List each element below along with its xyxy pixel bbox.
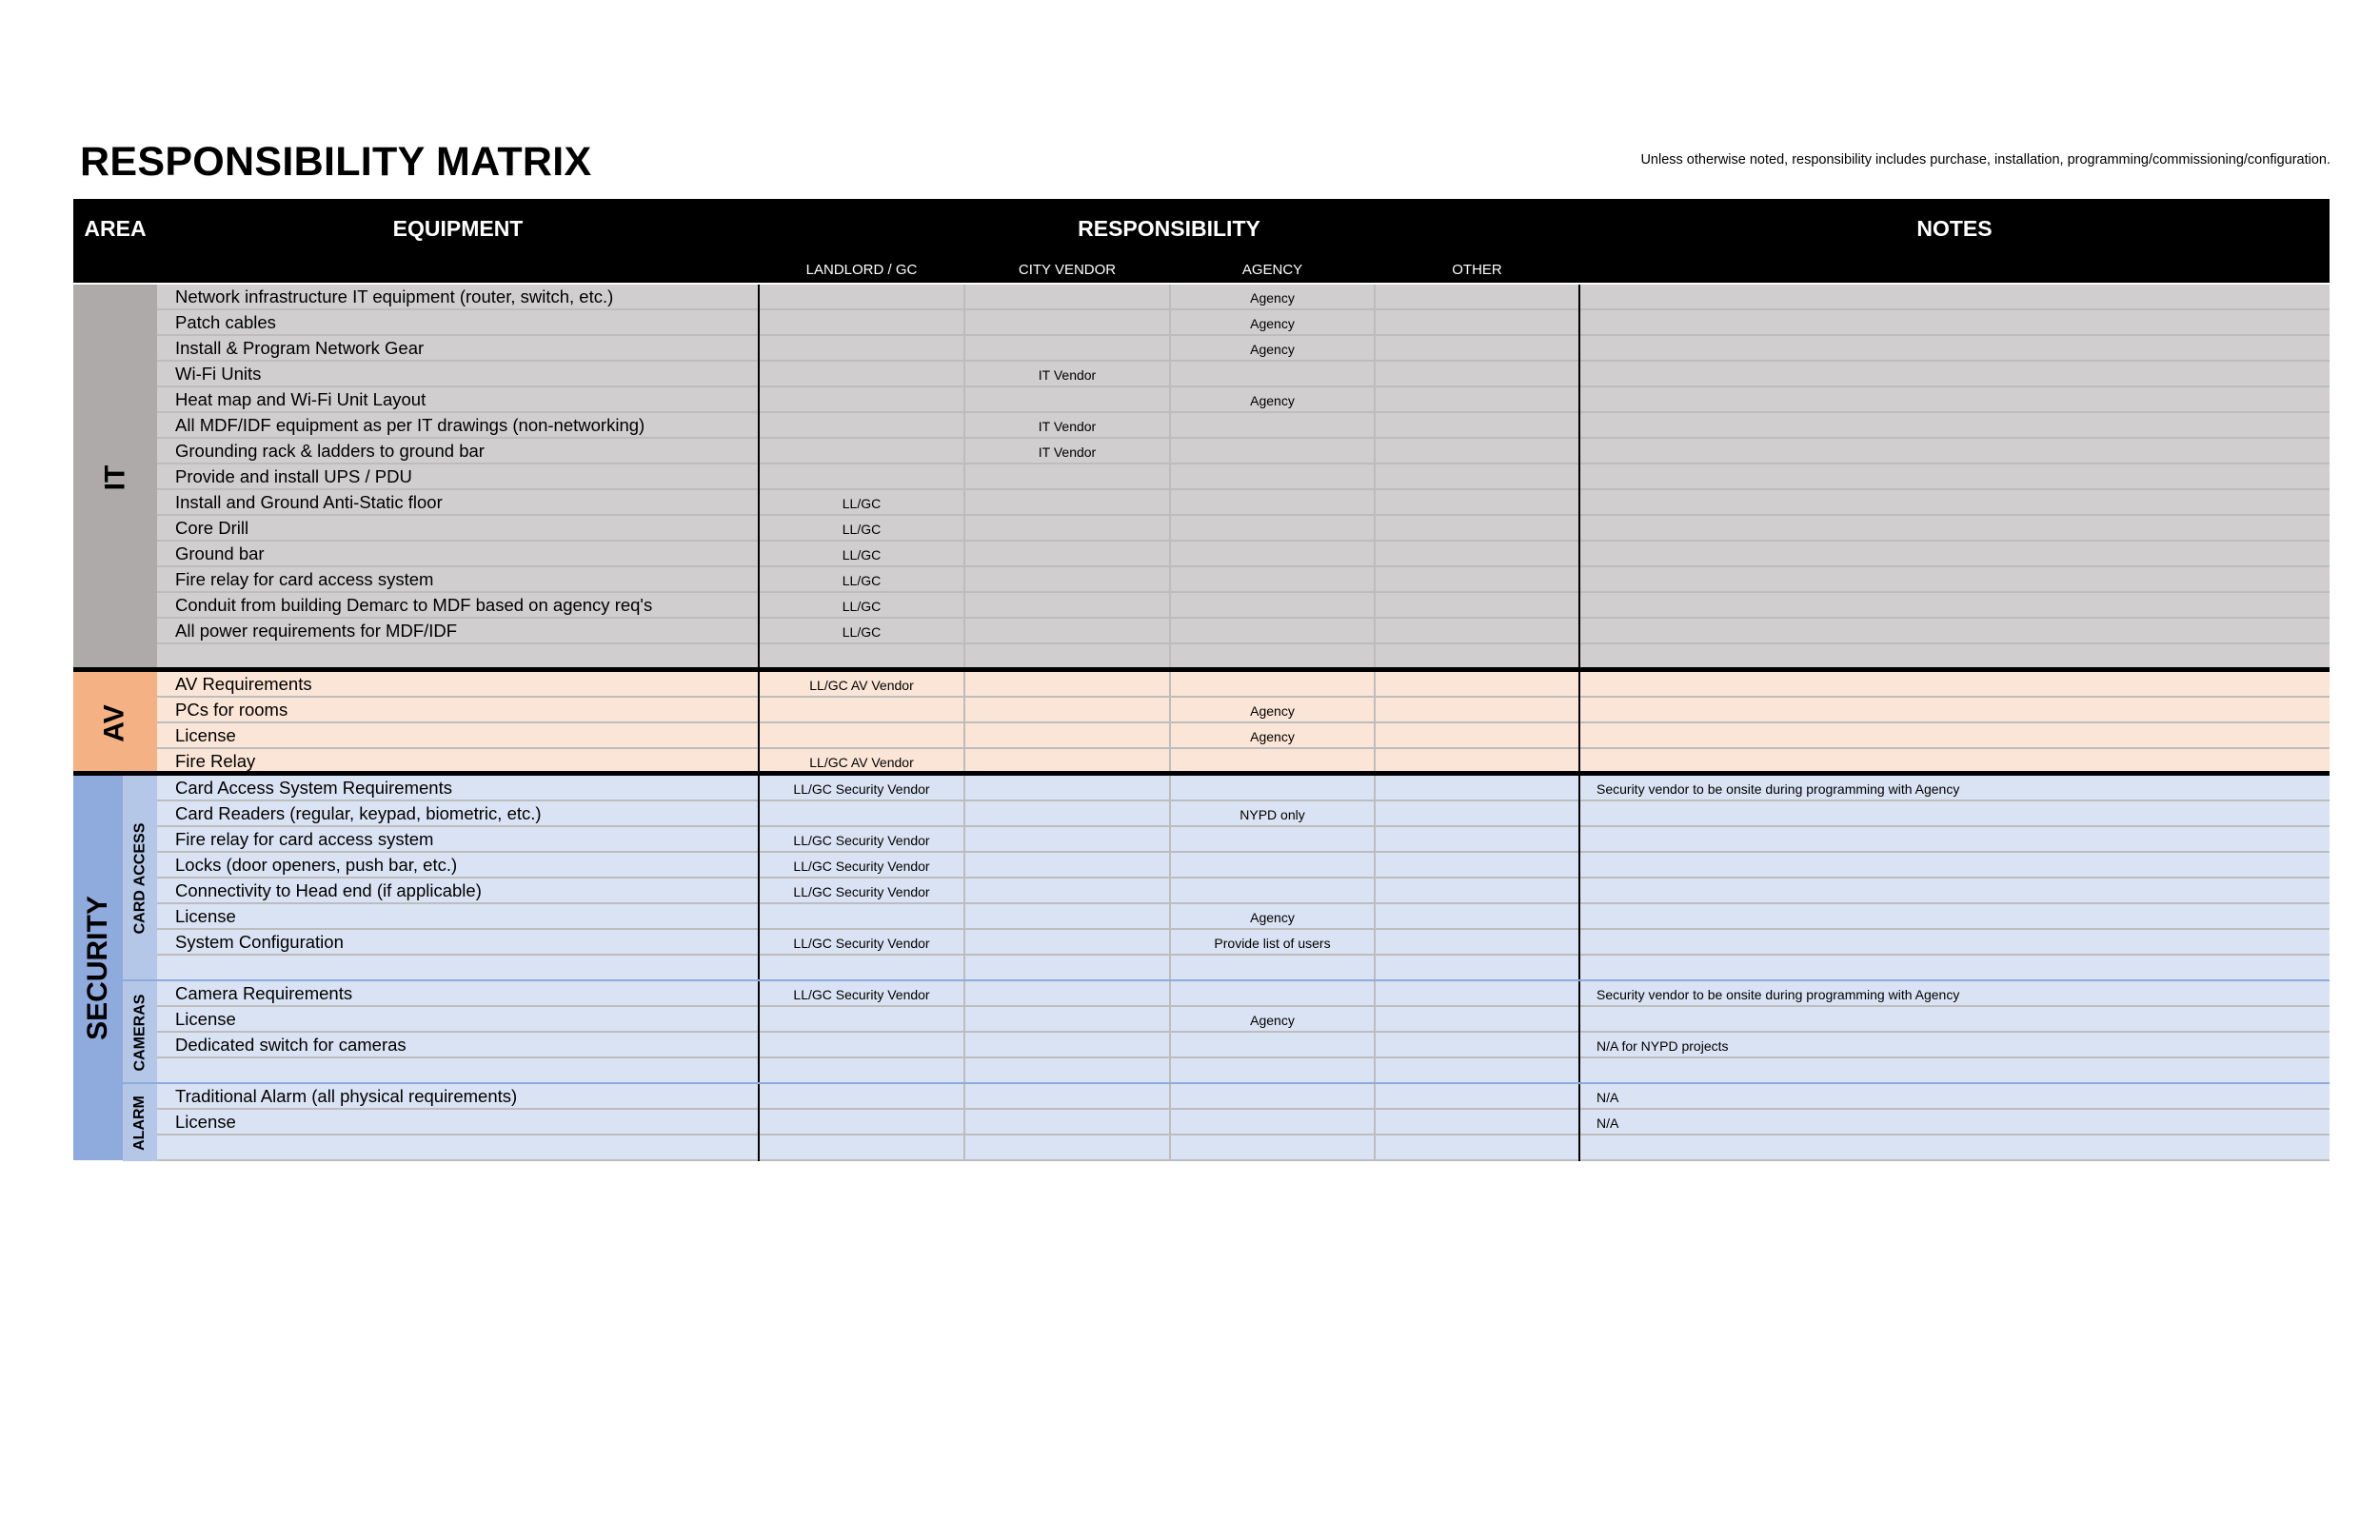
notes-cell	[1579, 593, 2330, 619]
column-header-equipment: EQUIPMENT	[392, 216, 524, 241]
notes-cell	[1579, 464, 2330, 490]
column-divider	[1169, 776, 1171, 981]
column-divider	[758, 1084, 760, 1161]
responsibility-cell-other	[1375, 619, 1579, 644]
responsibility-cell-agency: Provide list of users	[1214, 935, 1331, 951]
responsibility-cell-agency	[1170, 464, 1375, 490]
responsibility-cell-agency	[1170, 1058, 1375, 1084]
notes-cell: Security vendor to be onsite during programming with Agency	[1597, 780, 1960, 797]
column-divider	[1169, 1084, 1171, 1161]
responsibility-cell-city-vendor	[964, 285, 1170, 310]
notes-cell: N/A	[1597, 1089, 1619, 1105]
responsibility-cell-other	[1375, 310, 1579, 336]
responsibility-cell-agency	[1170, 490, 1375, 516]
subarea-label-card-access	[123, 776, 157, 981]
responsibility-cell-agency: Agency	[1250, 315, 1295, 331]
equipment-cell: AV Requirements	[175, 674, 312, 695]
responsibility-cell-landlord: LL/GC	[842, 623, 882, 640]
column-divider	[963, 1084, 965, 1161]
responsibility-cell-city-vendor	[964, 776, 1170, 801]
notes-cell	[1579, 387, 2330, 413]
responsibility-cell-agency: Agency	[1250, 289, 1295, 306]
responsibility-cell-other	[1375, 413, 1579, 439]
responsibility-cell-agency	[1170, 362, 1375, 387]
equipment-cell	[157, 644, 759, 670]
responsibility-cell-city-vendor	[964, 567, 1170, 593]
column-divider	[758, 672, 760, 775]
equipment-cell: Dedicated switch for cameras	[175, 1035, 407, 1056]
equipment-cell: Install and Ground Anti-Static floor	[175, 492, 443, 513]
notes-cell	[1579, 439, 2330, 464]
responsibility-cell-landlord: LL/GC	[842, 495, 882, 511]
column-header-area: AREA	[84, 216, 147, 241]
responsibility-cell-other	[1375, 1058, 1579, 1084]
area-label-it-text: IT	[98, 464, 130, 490]
notes-cell	[1579, 619, 2330, 644]
notes-cell: N/A	[1597, 1115, 1619, 1131]
equipment-cell	[157, 956, 759, 981]
subheader-landlord-gc: LANDLORD / GC	[805, 262, 918, 278]
equipment-cell: Network infrastructure IT equipment (router, switch, etc.)	[175, 286, 614, 307]
notes-cell	[1579, 672, 2330, 698]
responsibility-cell-city-vendor	[964, 1058, 1170, 1084]
responsibility-cell-city-vendor	[964, 593, 1170, 619]
responsibility-cell-landlord: LL/GC	[842, 572, 882, 588]
equipment-cell: Patch cables	[175, 312, 276, 333]
responsibility-cell-agency: Agency	[1250, 341, 1295, 357]
responsibility-cell-agency	[1170, 644, 1375, 670]
notes-cell: N/A for NYPD projects	[1597, 1037, 1729, 1054]
responsibility-cell-agency	[1170, 1084, 1375, 1110]
column-divider	[1578, 285, 1580, 670]
area-label-av	[73, 672, 157, 775]
responsibility-cell-agency: Agency	[1250, 728, 1295, 744]
responsibility-cell-agency	[1170, 1110, 1375, 1135]
responsibility-cell-landlord	[759, 1110, 964, 1135]
responsibility-cell-landlord	[759, 310, 964, 336]
area-label-it	[73, 285, 157, 670]
responsibility-cell-landlord: LL/GC Security Vendor	[793, 858, 930, 874]
responsibility-cell-agency	[1170, 1033, 1375, 1058]
column-divider	[758, 981, 760, 1084]
column-divider	[156, 285, 157, 1156]
responsibility-cell-landlord: LL/GC	[842, 521, 882, 537]
responsibility-cell-agency: NYPD only	[1240, 806, 1305, 822]
responsibility-cell-landlord	[759, 413, 964, 439]
area-label-security	[73, 776, 123, 1160]
notes-cell	[1579, 698, 2330, 723]
responsibility-cell-landlord	[759, 698, 964, 723]
responsibility-cell-landlord	[759, 387, 964, 413]
subarea-label-cameras-text: CAMERAS	[131, 994, 149, 1072]
responsibility-cell-other	[1375, 1033, 1579, 1058]
responsibility-cell-city-vendor	[964, 930, 1170, 956]
equipment-cell	[157, 1058, 759, 1084]
notes-cell	[1579, 336, 2330, 362]
responsibility-cell-agency	[1170, 827, 1375, 853]
equipment-cell: Heat map and Wi-Fi Unit Layout	[175, 389, 426, 410]
notes-cell	[1579, 516, 2330, 542]
responsibility-cell-other	[1375, 776, 1579, 801]
responsibility-cell-landlord: LL/GC Security Vendor	[793, 935, 930, 951]
equipment-cell: Conduit from building Demarc to MDF based on agency req's	[175, 595, 653, 616]
equipment-cell: System Configuration	[175, 932, 344, 953]
column-divider	[1169, 981, 1171, 1084]
notes-cell	[1579, 723, 2330, 749]
responsibility-cell-landlord: LL/GC	[842, 546, 882, 563]
responsibility-cell-city-vendor	[964, 672, 1170, 698]
responsibility-cell-agency	[1170, 516, 1375, 542]
notes-cell	[1579, 490, 2330, 516]
notes-cell	[1579, 1058, 2330, 1084]
responsibility-cell-other	[1375, 542, 1579, 567]
responsibility-cell-agency	[1170, 879, 1375, 904]
notes-cell	[1579, 879, 2330, 904]
equipment-cell: PCs for rooms	[175, 700, 288, 721]
column-divider	[963, 776, 965, 981]
column-divider	[963, 672, 965, 775]
page-title: RESPONSIBILITY MATRIX	[80, 139, 592, 185]
column-divider	[1169, 285, 1171, 670]
column-divider	[1374, 981, 1376, 1084]
responsibility-cell-other	[1375, 567, 1579, 593]
responsibility-cell-city-vendor	[964, 490, 1170, 516]
responsibility-cell-agency	[1170, 956, 1375, 981]
equipment-cell: Wi-Fi Units	[175, 364, 262, 385]
responsibility-cell-landlord: LL/GC AV Vendor	[809, 677, 914, 693]
responsibility-cell-other	[1375, 516, 1579, 542]
notes-cell	[1579, 956, 2330, 981]
notes-cell	[1579, 827, 2330, 853]
responsibility-cell-agency	[1170, 1135, 1375, 1161]
responsibility-cell-agency	[1170, 413, 1375, 439]
notes-cell	[1579, 1007, 2330, 1033]
column-header-responsibility: RESPONSIBILITY	[1078, 216, 1260, 241]
responsibility-cell-landlord	[759, 285, 964, 310]
responsibility-cell-city-vendor	[964, 827, 1170, 853]
responsibility-cell-landlord: LL/GC Security Vendor	[793, 883, 930, 899]
area-label-security-text: SECURITY	[82, 896, 113, 1040]
responsibility-cell-agency	[1170, 672, 1375, 698]
responsibility-cell-other	[1375, 853, 1579, 879]
responsibility-cell-landlord	[759, 336, 964, 362]
notes-cell	[1579, 285, 2330, 310]
responsibility-cell-other	[1375, 336, 1579, 362]
responsibility-cell-landlord: LL/GC Security Vendor	[793, 832, 930, 848]
responsibility-cell-landlord	[759, 1084, 964, 1110]
column-header-notes: NOTES	[1916, 216, 1993, 241]
responsibility-cell-other	[1375, 490, 1579, 516]
responsibility-cell-other	[1375, 904, 1579, 930]
responsibility-cell-city-vendor	[964, 1135, 1170, 1161]
column-divider	[1374, 776, 1376, 981]
responsibility-cell-agency	[1170, 853, 1375, 879]
column-divider	[1578, 672, 1580, 775]
notes-cell	[1579, 310, 2330, 336]
notes-cell	[1579, 930, 2330, 956]
responsibility-cell-landlord: LL/GC Security Vendor	[793, 986, 930, 1002]
column-divider	[1374, 285, 1376, 670]
notes-cell	[1579, 644, 2330, 670]
responsibility-cell-agency	[1170, 619, 1375, 644]
responsibility-cell-other	[1375, 956, 1579, 981]
equipment-cell: Provide and install UPS / PDU	[175, 466, 412, 487]
responsibility-cell-other	[1375, 723, 1579, 749]
column-divider	[758, 776, 760, 981]
responsibility-cell-city-vendor	[964, 387, 1170, 413]
equipment-cell: Fire relay for card access system	[175, 829, 434, 850]
responsibility-cell-city-vendor	[964, 464, 1170, 490]
equipment-cell	[157, 1135, 759, 1161]
responsibility-cell-city-vendor	[964, 1110, 1170, 1135]
responsibility-cell-city-vendor	[964, 619, 1170, 644]
responsibility-cell-agency	[1170, 439, 1375, 464]
responsibility-cell-city-vendor: IT Vendor	[1038, 366, 1097, 383]
equipment-cell: License	[175, 1009, 236, 1030]
responsibility-cell-agency: Agency	[1250, 702, 1295, 719]
subarea-label-alarm	[123, 1084, 157, 1161]
responsibility-cell-other	[1375, 827, 1579, 853]
subarea-label-cameras	[123, 981, 157, 1084]
responsibility-cell-landlord	[759, 464, 964, 490]
responsibility-cell-agency	[1170, 542, 1375, 567]
responsibility-matrix	[73, 199, 2330, 1160]
column-divider	[1578, 1084, 1580, 1161]
responsibility-cell-city-vendor	[964, 1033, 1170, 1058]
responsibility-cell-city-vendor	[964, 336, 1170, 362]
responsibility-cell-city-vendor	[964, 723, 1170, 749]
subheader-agency: AGENCY	[1241, 262, 1303, 278]
responsibility-cell-agency: Agency	[1250, 909, 1295, 925]
equipment-cell: Card Access System Requirements	[175, 778, 452, 799]
responsibility-cell-city-vendor	[964, 698, 1170, 723]
column-divider	[758, 285, 760, 670]
responsibility-cell-landlord	[759, 1135, 964, 1161]
equipment-cell: Core Drill	[175, 518, 249, 539]
responsibility-cell-other	[1375, 879, 1579, 904]
notes-cell	[1579, 801, 2330, 827]
responsibility-cell-other	[1375, 387, 1579, 413]
responsibility-cell-landlord	[759, 723, 964, 749]
area-label-av-text: AV	[98, 704, 130, 742]
column-divider	[1578, 981, 1580, 1084]
column-divider	[1169, 672, 1171, 775]
subheader-city-vendor: CITY VENDOR	[1018, 262, 1117, 278]
responsibility-cell-city-vendor	[964, 801, 1170, 827]
responsibility-cell-other	[1375, 930, 1579, 956]
responsibility-cell-other	[1375, 1110, 1579, 1135]
responsibility-cell-other	[1375, 672, 1579, 698]
equipment-cell: Card Readers (regular, keypad, biometric, etc.)	[175, 803, 542, 824]
responsibility-cell-agency: Agency	[1250, 1012, 1295, 1028]
responsibility-cell-landlord	[759, 956, 964, 981]
responsibility-cell-agency	[1170, 593, 1375, 619]
column-divider	[1374, 1084, 1376, 1161]
responsibility-cell-agency	[1170, 776, 1375, 801]
responsibility-cell-landlord	[759, 801, 964, 827]
equipment-cell: License	[175, 725, 236, 746]
equipment-cell: Connectivity to Head end (if applicable)	[175, 880, 482, 901]
responsibility-cell-city-vendor	[964, 644, 1170, 670]
responsibility-cell-other	[1375, 981, 1579, 1007]
responsibility-cell-other	[1375, 698, 1579, 723]
responsibility-cell-city-vendor	[964, 516, 1170, 542]
responsibility-cell-city-vendor	[964, 879, 1170, 904]
equipment-cell: Fire relay for card access system	[175, 569, 434, 590]
responsibility-cell-other	[1375, 593, 1579, 619]
notes-cell	[1579, 853, 2330, 879]
notes-cell	[1579, 567, 2330, 593]
responsibility-cell-city-vendor: IT Vendor	[1038, 444, 1097, 460]
responsibility-cell-other	[1375, 644, 1579, 670]
responsibility-cell-agency: Agency	[1250, 392, 1295, 408]
responsibility-cell-landlord	[759, 439, 964, 464]
subarea-label-card-access-text: CARD ACCESS	[131, 822, 148, 935]
notes-cell	[1579, 362, 2330, 387]
responsibility-cell-other	[1375, 362, 1579, 387]
responsibility-cell-other	[1375, 439, 1579, 464]
equipment-cell: All MDF/IDF equipment as per IT drawings (non-networking)	[175, 415, 645, 436]
responsibility-cell-landlord	[759, 1033, 964, 1058]
responsibility-cell-landlord: LL/GC AV Vendor	[809, 754, 914, 770]
equipment-cell: Ground bar	[175, 543, 265, 564]
notes-cell	[1579, 1135, 2330, 1161]
responsibility-cell-other	[1375, 1084, 1579, 1110]
responsibility-cell-landlord: LL/GC	[842, 598, 882, 614]
responsibility-cell-city-vendor	[964, 981, 1170, 1007]
equipment-cell: License	[175, 1112, 236, 1133]
responsibility-cell-city-vendor	[964, 1007, 1170, 1033]
responsibility-cell-city-vendor	[964, 1084, 1170, 1110]
responsibility-cell-city-vendor	[964, 956, 1170, 981]
column-divider	[963, 285, 965, 670]
equipment-cell: Install & Program Network Gear	[175, 338, 425, 359]
notes-cell	[1579, 904, 2330, 930]
responsibility-cell-landlord	[759, 1058, 964, 1084]
responsibility-cell-city-vendor	[964, 310, 1170, 336]
equipment-cell: Camera Requirements	[175, 983, 353, 1004]
subheader-other: OTHER	[1452, 262, 1502, 278]
notes-cell: Security vendor to be onsite during programming with Agency	[1597, 986, 1960, 1002]
responsibility-cell-landlord	[759, 644, 964, 670]
equipment-cell: Fire Relay	[175, 751, 256, 772]
responsibility-cell-city-vendor	[964, 904, 1170, 930]
responsibility-cell-agency	[1170, 981, 1375, 1007]
responsibility-cell-landlord	[759, 362, 964, 387]
notes-cell	[1579, 413, 2330, 439]
responsibility-cell-other	[1375, 285, 1579, 310]
equipment-cell: All power requirements for MDF/IDF	[175, 621, 458, 642]
responsibility-cell-city-vendor	[964, 853, 1170, 879]
responsibility-cell-agency	[1170, 567, 1375, 593]
column-divider	[1374, 672, 1376, 775]
equipment-cell: Traditional Alarm (all physical requirements)	[175, 1086, 518, 1107]
responsibility-cell-other	[1375, 801, 1579, 827]
responsibility-cell-landlord	[759, 1007, 964, 1033]
equipment-cell: License	[175, 906, 236, 927]
responsibility-cell-landlord: LL/GC Security Vendor	[793, 780, 930, 797]
responsibility-cell-landlord	[759, 904, 964, 930]
responsibility-cell-other	[1375, 464, 1579, 490]
responsibility-cell-city-vendor: IT Vendor	[1038, 418, 1097, 434]
responsibility-cell-other	[1375, 1135, 1579, 1161]
subarea-label-alarm-text: ALARM	[131, 1095, 149, 1151]
column-divider	[963, 981, 965, 1084]
column-divider	[1578, 776, 1580, 981]
responsibility-cell-other	[1375, 1007, 1579, 1033]
notes-cell	[1579, 542, 2330, 567]
header-note: Unless otherwise noted, responsibility includes purchase, installation, programming/commissioning/configuration.	[1640, 152, 2330, 168]
responsibility-cell-city-vendor	[964, 542, 1170, 567]
equipment-cell: Grounding rack & ladders to ground bar	[175, 441, 485, 462]
equipment-cell: Locks (door openers, push bar, etc.)	[175, 855, 458, 876]
